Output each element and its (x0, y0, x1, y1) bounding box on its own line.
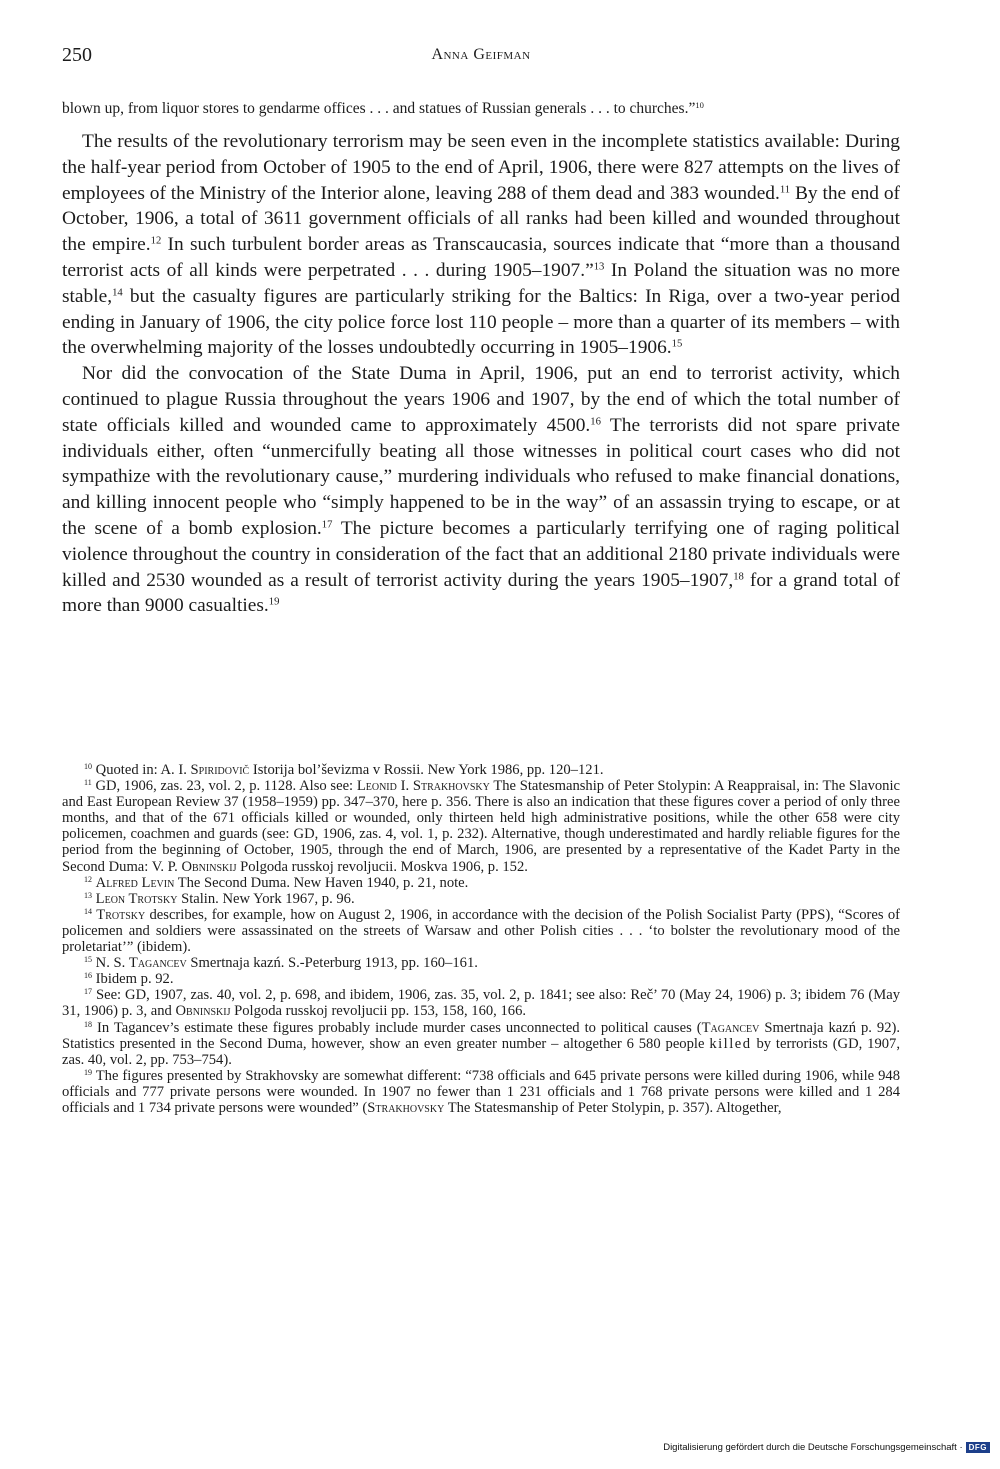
footnote-ref: 19 (84, 1067, 93, 1077)
footnote-ref: 10 (695, 99, 704, 110)
footnote-ref: 13 (593, 260, 605, 273)
footnote-ref: 18 (84, 1019, 93, 1029)
author-name: Obninskij (175, 1003, 231, 1020)
emphasis: killed (709, 1035, 752, 1052)
page-header (62, 44, 900, 74)
footnote-ref: 17 (321, 518, 333, 531)
footnote-ref: 19 (268, 595, 280, 608)
footnote-17: $^{17}$ See: GD, 1907, zas. 40, vol. 2, p. 698, and ibidem, 1906, zas. 35, vol. 2, p. 1841; see also: Reč’ 70 (May 24, 1906) p. 3; ibidem 76 (May 31, 1906) p. 3, and Obninskij Polgoda russkoj revoljucii pp. 153, 158, 160, 166. (62, 987, 900, 1020)
footnotes (62, 762, 900, 1116)
footnote-ref: 16 (590, 415, 601, 428)
dfg-logo: DFG (966, 1442, 990, 1453)
footnote-10: $^{10}$ Quoted in: A. I. Spiridovič Istorija bol’ševizma v Rossii. New York 1986, pp. 120–121. (84, 762, 604, 778)
running-head: Anna Geifman (431, 46, 531, 63)
digitization-credit (663, 1442, 990, 1453)
footnote-11: $^{11}$ GD, 1906, zas. 23, vol. 2, p. 1128. Also see: Leonid I. Strakhovsky The Statesmanship of Peter Stolypin: A Reappraisal, in: The Slavonic and East European Review 37 (1958–1959) pp. 347–370, here p. 356. There is also an indication that these figures cover a period of only three months, and that of the 671 officials killed or wounded, only thirteen held high administrative positions, while the other 658 were city policemen, coachmen and guards (see: GD, 1906, zas. 4, vol. 1, p. 232). Alternative, though underestimated and hardly reliable figures for the period from the beginning of October, 1905, through the end of March, 1906, are presented by a representative of the Kadet Party in the Second Duma: V. P. Obninskij Polgoda russkoj revoljucii. Moskva 1906, p. 152. (62, 778, 900, 875)
footnote-ref: 14 (84, 907, 93, 917)
author-name: Spiridovič (190, 762, 250, 778)
continuation-paragraph: blown up, from liquor stores to gendarme offices . . . and statues of Russian generals . . . to churches.”$^{10}$ (62, 99, 704, 117)
author-name: Leonid I. Strakhovsky (356, 778, 490, 795)
footnote-18: $^{18}$ In Tagancev’s estimate these figures probably include murder cases unconnected to political causes (Tagancev Smertnaja kazń p. 92). Statistics presented in the Second Duma, however, show an even greater number – altogether 6 580 people killed by terrorists (GD, 1907, zas. 40, vol. 2, pp. 753–754). (62, 1019, 900, 1068)
author-name: Leon Trotsky (95, 890, 178, 907)
footnote-12: $^{12}$ Alfred Levin The Second Duma. New Haven 1940, p. 21, note. (84, 874, 469, 891)
footnote-15: $^{15}$ N. S. Tagancev Smertnaja kazń. S.-Peterburg 1913, pp. 160–161. (84, 955, 478, 972)
footnote-ref: 14 (112, 286, 123, 299)
footnote-13: $^{13}$ Leon Trotsky Stalin. New York 1967, p. 96. (84, 890, 355, 907)
footnote-ref: 11 (779, 183, 791, 196)
page-number: 250 (62, 44, 92, 66)
author-name: Tagancev (701, 1019, 760, 1036)
footnote-ref: 10 (84, 762, 93, 772)
credit-text: Digitalisierung gefördert durch die Deutsche Forschungsgemeinschaft · (663, 1442, 963, 1453)
footnote-ref: 18 (733, 570, 744, 583)
author-name: Trotsky (96, 906, 146, 923)
footnote-ref: 12 (84, 874, 93, 884)
author-name: Strakhovsky (367, 1099, 445, 1116)
footnote-ref: 16 (84, 971, 93, 981)
footnote-16: $^{16}$ Ibidem p. 92. (84, 971, 174, 988)
footnote-14: $^{14}$ Trotsky describes, for example, how on August 2, 1906, in accordance with the decision of the Polish Socialist Party (PPS), “Scores of policemen and soldiers were assassinated on the streets of Warsaw and other Polish cities . . . ‘to bolster the revolutionary mood of the proletariat’” (ibidem). (62, 906, 900, 956)
footnote-19: $^{19}$ The figures presented by Strakhovsky are somewhat different: “738 officials and 645 private persons were killed during 1906, while 948 officials and 777 private persons were wounded. In 1907 no fewer than 1 231 officials and 1 768 private persons were killed and 1 284 officials and 1 734 private persons were wounded” (Strakhovsky The Statesmanship of Peter Stolypin, p. 357). Altogether, (62, 1067, 900, 1116)
footnote-ref: 15 (84, 955, 93, 965)
footnote-ref: 12 (150, 234, 162, 247)
body-paragraph-2: Nor did the convocation of the State Duma in April, 1906, put an end to terrorist activity, which continued to plague Russia throughout the years 1906 and 1907, by the end of which the total number of state officials killed and wounded came to approximately 4500.16 The terrorists did not spare private individuals either, often “unmercifully beating all those witnesses in political court cases who did not sympathize with the revolutionary cause,” murdering individuals who refused to make financial donations, and killing innocent people who “simply happened to be in the way” of an assassin trying to escape, or at the scene of a bomb explosion.$^{17}$ The picture becomes a particularly terrifying one of raging political violence throughout the country in consideration of the fact that an additional 2180 private individuals were killed and 2530 wounded as a result of terrorist activity during the years 1905–1907,18 for a grand total of more than 9000 casualties.$^{19}$ (62, 363, 900, 617)
author-name: Tagancev (128, 955, 187, 972)
footnote-ref: 11 (84, 778, 92, 788)
footnote-ref: 17 (84, 987, 93, 997)
main-text (62, 100, 900, 619)
footnote-ref: 13 (84, 890, 93, 900)
author-name: Obninskij (181, 858, 237, 875)
footnote-ref: 15 (671, 337, 683, 350)
author-name: Alfred Levin (95, 874, 175, 891)
body-paragraph-1: The results of the revolutionary terrorism may be seen even in the incomplete statistics available: During the half-year period from October of 1905 to the end of April, 1906, there were 827 attempts on the lives of employees of the Ministry of the Interior alone, leaving 288 of them dead and 383 wounded.$^{11}$ By the end of October, 1906, a total of 3611 government officials of all ranks had been killed and wounded throughout the empire.$^{12}$ In such turbulent border areas as Transcaucasia, sources indicate that “more than a thousand terrorist acts of all kinds were perpetrated . . . during 1905–1907.”$^{13}$ In Poland the situation was no more stable,$^{14}$ but the casualty figures are particularly striking for the Baltics: In Riga, over a two-year period ending in January of 1906, the city police force lost 110 people – more than a quarter of its members – with the overwhelming majority of the losses undoubtedly occurring in 1905–1906.15 (62, 131, 900, 359)
